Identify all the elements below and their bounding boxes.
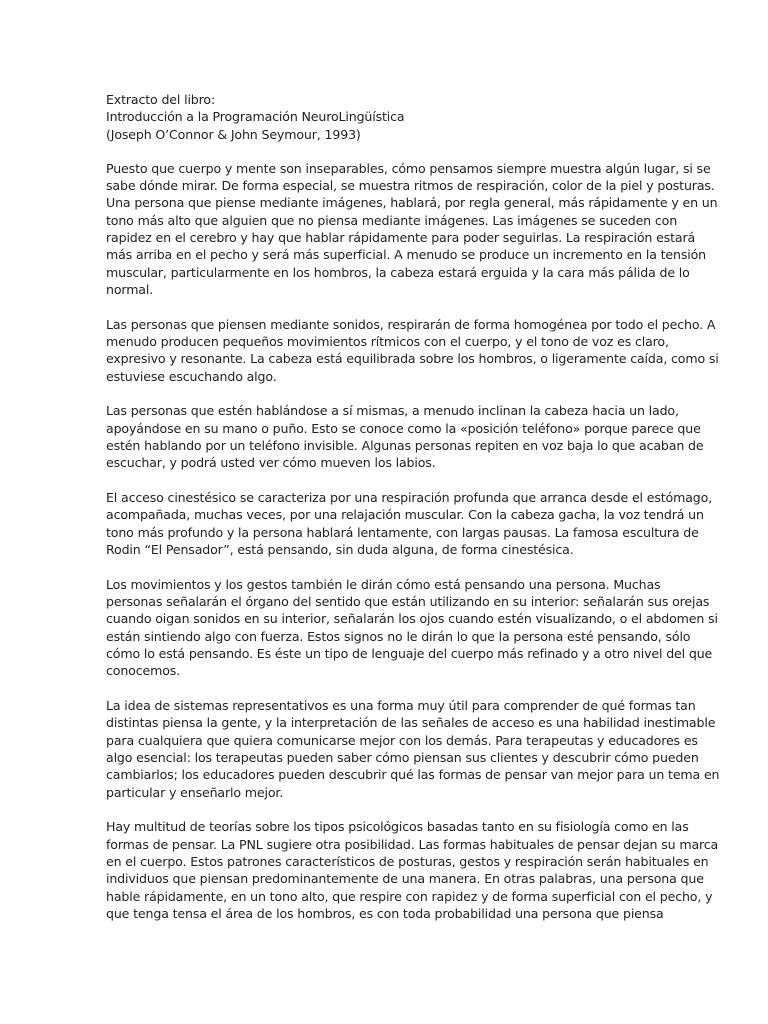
paragraph [106,316,719,385]
text-line: sabe dónde mirar. De forma especial, se muestra ritmos de respiración, color de la piel y posturas. [106,178,715,194]
text-line: cambiarlos; los educadores pueden descubrir qué las formas de pensar van mejor para un tema en [106,767,720,783]
text-line: menudo producen pequeños movimientos rítmicos con el cuerpo, y el tono de voz es claro, [106,334,669,350]
text-line: individuos que piensan predominantemente de una manera. En otras palabras, una persona que [106,871,704,887]
text-line: Hay multitud de teorías sobre los tipos psicológicos basadas tanto en su fisiología como en las [106,819,689,835]
text-line: Las personas que estén hablándose a sí mismas, a menudo inclinan la cabeza hacia un lado, [106,403,679,419]
paragraph [106,818,719,922]
text-line: muscular, particularmente en los hombros, la cabeza estará erguida y la cara más pálida de lo [106,264,690,280]
text-line: Puesto que cuerpo y mente son inseparables, cómo pensamos siempre muestra algún lugar, si se [106,160,711,176]
text-line: distintas piensa la gente, y la interpretación de las señales de acceso es una habilidad inestimable [106,715,716,731]
text-line: rapidez en el cerebro y hay que hablar rápidamente para poder seguirlas. La respiración estará [106,230,696,246]
text-line: acompañada, muchas veces, por una relajación muscular. Con la cabeza gacha, la voz tendrá un [106,507,704,523]
text-line: Las personas que piensen mediante sonidos, respirarán de forma homogénea por todo el pecho. A [106,316,716,332]
text-line: Los movimientos y los gestos también le dirán cómo está pensando una persona. Muchas [106,576,661,592]
paragraph [106,576,718,680]
text-line: estuviese escuchando algo. [106,368,277,384]
book-authors: (Joseph O’Connor & John Seymour, 1993) [106,126,361,142]
text-line: particular y enseñarlo mejor. [106,784,284,800]
heading-line: Extracto del libro: [106,92,216,107]
text-line: cómo lo está pensando. Es éste un tipo de lenguaje del cuerpo más refinado y a otro nivel del que [106,646,713,662]
text-line: escuchar, y podrá usted ver cómo mueven los labios. [106,455,436,471]
text-line: para cualquiera que quiera comunicarse mejor con los demás. Para terapeutas y educadores es [106,732,698,748]
text-line: normal. [106,281,154,297]
book-title: Introducción a la Programación NeuroLingüística [106,109,405,125]
paragraph [106,402,704,471]
text-line: La idea de sistemas representativos es una forma muy útil para comprender de qué formas tan [106,698,696,714]
text-line: formas de pensar. La PNL sugiere otra posibilidad. Las formas habituales de pensar dejan su marca [106,836,719,852]
text-line: expresivo y resonante. La cabeza está equilibrada sobre los hombros, o ligeramente caída, como si [106,351,719,367]
text-line: conocemos. [106,663,181,679]
text-line: cuando oigan sonidos en su interior, señalarán los ojos cuando estén visualizando, o el abdomen si [106,611,718,627]
document-page [106,91,720,940]
text-line: algo esencial: los terapeutas pueden saber cómo piensan sus clientes y descubrir cómo pueden [106,750,699,765]
text-line: Una persona que piense mediante imágenes, hablará, por regla general, más rápidamente y en un [106,195,718,211]
text-line: Rodin “El Pensador”, está pensando, sin duda alguna, de forma cinestésica. [106,542,574,558]
text-line: en el cuerpo. Estos patrones característicos de posturas, gestos y respiración serán habituales en [106,853,709,869]
text-line: más arriba en el pecho y será más superficial. A menudo se produce un incremento en la tensión [106,247,707,263]
paragraph [106,160,718,298]
text-line: que tenga tensa el área de los hombros, es con toda probabilidad una persona que piensa [106,905,664,921]
text-line: El acceso cinestésico se caracteriza por una respiración profunda que arranca desde el estómago, [106,490,713,506]
text-line: están sintiendo algo con fuerza. Estos signos no le dirán lo que la persona esté pensando, sólo [106,628,691,644]
text-line: tono más alto que alguien que no piensa mediante imágenes. Las imágenes se suceden con [106,212,678,228]
book-heading [106,91,666,143]
text-line: personas señalarán el órgano del sentido que están utilizando en su interior: señalarán sus orejas [106,594,710,610]
text-line: tono más profundo y la persona hablará lentamente, con largas pausas. La famosa escultura de [106,524,699,540]
paragraph [106,489,713,558]
paragraph [106,697,720,801]
text-line: apoyándose en su mano o puño. Esto se conoce como la «posición teléfono» porque parece que [106,420,701,436]
text-line: estén hablando por un teléfono invisible. Algunas personas repiten en voz baja lo que acaban de [106,438,704,454]
text-line: hable rápidamente, en un tono alto, que respire con rapidez y de forma superficial con el pecho, y [106,888,713,904]
